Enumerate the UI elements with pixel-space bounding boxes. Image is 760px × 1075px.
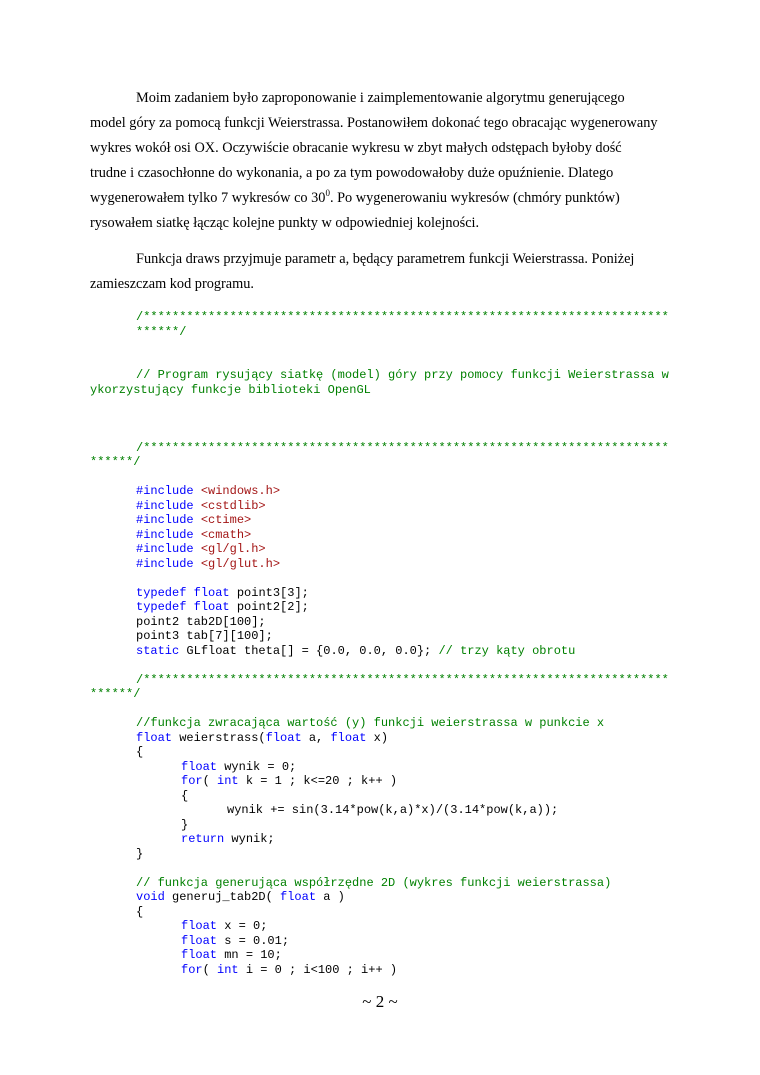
function1-comment: //funkcja zwracająca wartość (y) funkcji weierstrassa w punkcie x xyxy=(136,716,605,730)
include-line-2 xyxy=(90,499,670,514)
mn-declaration xyxy=(90,948,670,963)
keyword: float xyxy=(193,585,230,600)
include-line-5 xyxy=(90,542,670,557)
keyword: float xyxy=(280,890,317,904)
code-text: k = 1 ; k<=20 ; k++ ) xyxy=(238,774,398,788)
code-listing xyxy=(90,310,670,977)
code-text: generuj_tab2D( xyxy=(164,890,281,904)
keyword: float xyxy=(330,730,367,745)
code-text: s = 0.01; xyxy=(217,933,290,948)
keyword: float xyxy=(193,600,230,614)
code-text: point3[3]; xyxy=(229,585,309,600)
function2-comment: // funkcja generująca współrzędne 2D (wykres funkcji weierstrassa) xyxy=(136,875,612,890)
include-file: <ctime> xyxy=(200,513,252,527)
declaration-line-2: point3 tab[7][100]; xyxy=(136,629,273,643)
keyword: typedef xyxy=(136,600,187,614)
keyword: return xyxy=(181,832,225,846)
keyword: for xyxy=(181,962,203,977)
include-directive: #include xyxy=(136,527,194,542)
code-text: a, xyxy=(301,730,331,745)
keyword: float xyxy=(181,933,218,948)
include-directive: #include xyxy=(136,542,194,556)
code-text: x) xyxy=(366,730,389,745)
return-line xyxy=(90,832,670,847)
close-brace: } xyxy=(136,846,144,861)
keyword: int xyxy=(217,774,239,788)
open-brace: { xyxy=(136,904,144,919)
open-brace: { xyxy=(181,788,189,803)
keyword: float xyxy=(265,730,302,745)
s-declaration xyxy=(90,934,670,949)
body-text xyxy=(90,86,660,308)
static-theta-line xyxy=(90,644,670,659)
code-text: weierstrass( xyxy=(172,730,266,745)
keyword: float xyxy=(181,759,218,774)
include-line-4 xyxy=(90,528,670,543)
separator-comment-3: /*******************************************************************************/ xyxy=(90,672,669,701)
for-loop-1 xyxy=(90,774,670,789)
paragraph-1-text: Moim zadaniem było zaproponowanie i zaimplementowanie algorytmu generującego model góry za pomocą funkcji Weierstrassa. Postanowiłem dokonać tego obracając wygenerowany wykres wokół osi OX. Oczywiście obracanie wykresu w zbyt małych odstępach byłoby dość trudne i czasochłonne do wykonania, a po za tym powodowałoby duże opuźnienie. Dlatego wygenerowałem tylko 7 wykresów co 30 xyxy=(90,90,658,206)
for-loop-2 xyxy=(90,963,670,978)
code-text: a ) xyxy=(316,890,345,904)
keyword: int xyxy=(217,962,239,977)
code-text: wynik = 0; xyxy=(217,759,297,774)
code-text: ( xyxy=(202,962,218,977)
separator-comment-1 xyxy=(90,310,670,339)
include-file: <cmath> xyxy=(200,527,252,542)
keyword: float xyxy=(181,948,218,962)
code-text: i = 0 ; i<100 ; i++ ) xyxy=(238,962,398,977)
header-comment: // Program rysujący siatkę (model) góry przy pomocy funkcji Weierstrassa wykorzystujący funkcje biblioteki OpenGL xyxy=(90,368,669,397)
keyword: typedef xyxy=(136,585,187,600)
include-line-1 xyxy=(90,484,670,499)
include-file: <windows.h> xyxy=(200,484,281,498)
open-brace: { xyxy=(136,745,144,759)
x-declaration xyxy=(90,919,670,934)
keyword: for xyxy=(181,774,203,788)
keyword: static xyxy=(136,643,180,658)
include-file: <gl/gl.h> xyxy=(200,542,266,556)
include-directive: #include xyxy=(136,484,194,498)
separator-comment-2: /*******************************************************************************/ xyxy=(90,440,669,469)
wynik-declaration xyxy=(90,760,670,775)
function1-signature xyxy=(90,731,670,746)
typedef-line-1 xyxy=(90,586,670,601)
code-text: point2[2]; xyxy=(229,600,309,614)
include-line-6 xyxy=(90,557,670,572)
close-brace: } xyxy=(181,817,189,832)
superscript-degree: 0 xyxy=(325,188,330,199)
wynik-accumulate: wynik += sin(3.14*pow(k,a)*x)/(3.14*pow(k,a)); xyxy=(227,803,559,817)
include-directive: #include xyxy=(136,513,194,527)
include-directive: #include xyxy=(136,498,194,513)
keyword: float xyxy=(136,730,173,745)
typedef-line-2 xyxy=(90,600,670,615)
code-text: GLfloat theta[] = {0.0, 0.0, 0.0}; xyxy=(179,643,439,658)
paragraph-1 xyxy=(90,86,660,236)
declaration-line-1: point2 tab2D[100]; xyxy=(136,614,266,629)
include-directive: #include xyxy=(136,556,194,571)
keyword: float xyxy=(181,919,218,933)
code-text: x = 0; xyxy=(217,919,268,933)
code-text: mn = 10; xyxy=(217,948,282,962)
code-text: wynik; xyxy=(224,832,275,846)
function2-signature xyxy=(90,890,670,905)
include-line-3 xyxy=(90,513,670,528)
include-file: <gl/glut.h> xyxy=(200,556,281,571)
include-file: <cstdlib> xyxy=(200,498,266,513)
keyword: void xyxy=(136,890,165,904)
page-number: ~ 2 ~ xyxy=(362,992,398,1011)
paragraph-1-text-end: . Po wygenerowaniu wykresów (chmóry punktów) rysowałem siatkę łącząc kolejne punkty w odpowiedniej kolejności. xyxy=(90,190,620,231)
code-text: ( xyxy=(202,774,218,788)
inline-comment: // trzy kąty obrotu xyxy=(438,643,576,658)
paragraph-2: Funkcja draws przyjmuje parametr a, będący parametrem funkcji Weierstrassa. Poniżej zamieszczam kod programu. xyxy=(90,251,635,292)
separator-1-text: /*******************************************************************************/ xyxy=(136,310,669,339)
